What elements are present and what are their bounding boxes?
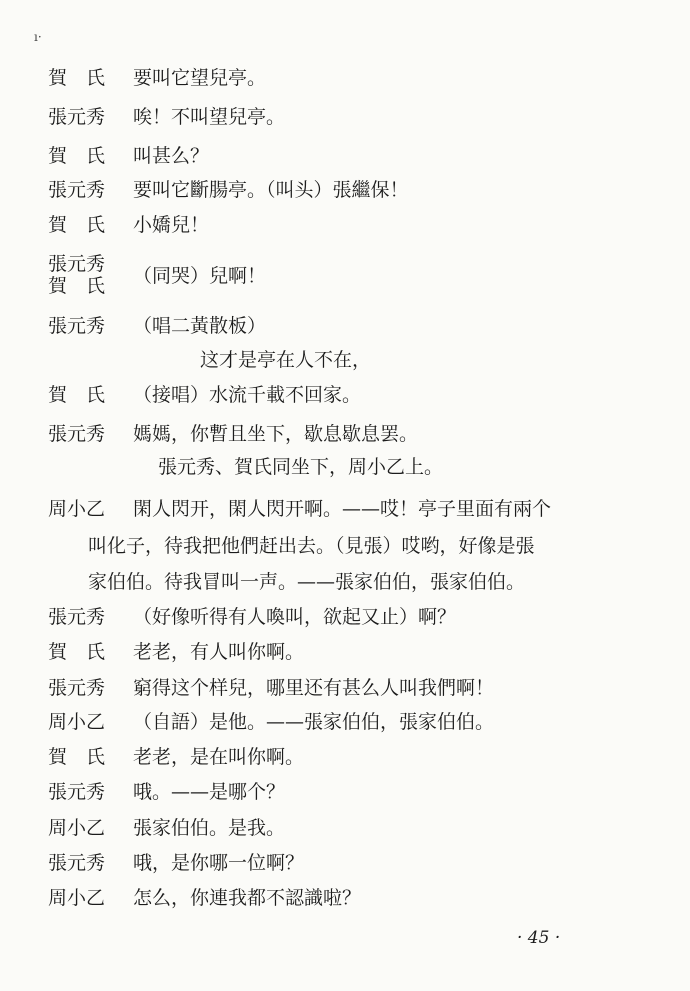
- speaker: 賀 氏: [48, 641, 106, 663]
- speaker: 周小乙: [48, 711, 106, 733]
- dialogue-text: 老老，有人叫你啊。: [133, 641, 305, 663]
- dialogue-text: 哦。——是哪个？: [133, 781, 286, 803]
- dialogue-text: 唉！不叫望兒亭。: [133, 106, 286, 128]
- dialogue-text: （同哭）兒啊！: [133, 265, 267, 287]
- dialogue-text: 哦，是你哪一位啊？: [133, 852, 305, 874]
- page-number: · 45 ·: [517, 928, 561, 948]
- dialogue-text: 家伯伯。待我冒叫一声。——張家伯伯，張家伯伯。: [88, 571, 526, 593]
- header-mark: ı·: [34, 30, 42, 44]
- speaker: 張元秀: [48, 315, 106, 337]
- dialogue-text: 叫甚么？: [133, 145, 210, 167]
- speaker: 賀 氏: [48, 384, 106, 406]
- speaker: 賀 氏: [48, 275, 106, 297]
- speaker: 張元秀: [48, 677, 106, 699]
- speaker: 周小乙: [48, 498, 106, 520]
- speaker: 張元秀: [48, 106, 106, 128]
- dialogue-text: 窮得这个样兒，哪里还有甚么人叫我們啊！: [133, 677, 495, 699]
- dialogue-text: 怎么，你連我都不認識啦？: [133, 887, 362, 909]
- speaker: 周小乙: [48, 887, 106, 909]
- dialogue-text: 張家伯伯。是我。: [133, 817, 286, 839]
- dialogue-text: 叫化子，待我把他們赶出去。（見張）哎哟，好像是張: [88, 535, 535, 557]
- speaker: 賀 氏: [48, 214, 106, 236]
- speaker: 張元秀: [48, 179, 106, 201]
- speaker: 張元秀: [48, 852, 106, 874]
- dialogue-text: 閑人閃开，閑人閃开啊。——哎！亭子里面有兩个: [133, 498, 552, 520]
- speaker-pair: [48, 253, 105, 297]
- speaker: 周小乙: [48, 817, 106, 839]
- dialogue-text: （好像听得有人喚叫，欲起又止）啊？: [133, 606, 457, 628]
- dialogue-text: （自語）是他。——張家伯伯，張家伯伯。: [133, 711, 495, 733]
- dialogue-text: 老老，是在叫你啊。: [133, 746, 305, 768]
- dialogue-text: 要叫它望兒亭。: [133, 67, 267, 89]
- dialogue-text: 媽媽，你暫且坐下，歇息歇息罢。: [133, 423, 419, 445]
- dialogue-text: （唱二黃散板）: [133, 315, 267, 337]
- speaker: 張元秀: [48, 781, 106, 803]
- dialogue-text: 小嬌兒！: [133, 214, 210, 236]
- verse-text: 这才是亭在人不在，: [200, 349, 372, 371]
- speaker: 賀 氏: [48, 145, 106, 167]
- speaker: 張元秀: [48, 606, 106, 628]
- dialogue-text: （接唱）水流千載不回家。: [133, 384, 362, 406]
- speaker: 賀 氏: [48, 746, 106, 768]
- speaker: 張元秀: [48, 253, 106, 275]
- stage-direction-text: 張元秀、賀氏同坐下，周小乙上。: [158, 456, 444, 478]
- speaker: 賀 氏: [48, 67, 106, 89]
- dialogue-text: 要叫它斷腸亭。（叫头）張繼保！: [133, 179, 409, 201]
- speaker: 張元秀: [48, 423, 106, 445]
